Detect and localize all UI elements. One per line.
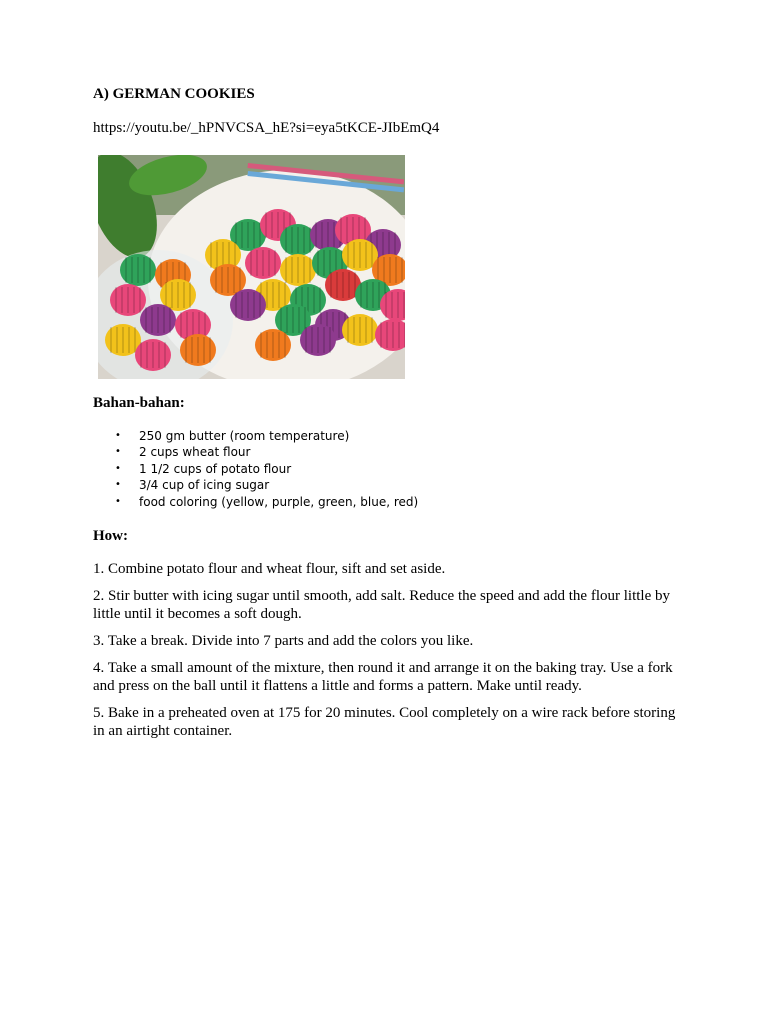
list-item	[93, 444, 418, 460]
steps-list	[93, 560, 683, 749]
ingredients-heading: Bahan-bahan:	[93, 395, 185, 411]
bullet-icon: •	[115, 479, 121, 491]
bullet-icon: •	[115, 495, 121, 507]
list-item	[93, 494, 418, 510]
ingredient-text: 3/4 cup of icing sugar	[139, 478, 270, 493]
bullet-icon: •	[115, 462, 121, 474]
list-item	[93, 477, 418, 493]
cookies-photo-graphic	[98, 155, 405, 379]
step-paragraph: 4. Take a small amount of the mixture, then round it and arrange it on the baking tray. Use a fork and press on the ball until it flattens a little and forms a pattern. Make until ready.	[93, 660, 673, 694]
step-paragraph: 5. Bake in a preheated oven at 175 for 20 minutes. Cool completely on a wire rack before storing in an airtight container.	[93, 705, 676, 739]
video-link[interactable]: https://youtu.be/_hPNVCSA_hE?si=eya5tKCE-JIbEmQ4	[93, 120, 440, 136]
ingredients-list	[93, 428, 418, 510]
ingredient-text: food coloring (yellow, purple, green, blue, red)	[139, 494, 419, 509]
step-paragraph: 2. Stir butter with icing sugar until smooth, add salt. Reduce the speed and add the flour little by little until it becomes a soft dough.	[93, 588, 670, 622]
ingredient-text: 2 cups wheat flour	[139, 445, 251, 460]
ingredient-text: 250 gm butter (room temperature)	[139, 429, 350, 443]
list-item	[93, 428, 418, 444]
bullet-icon: •	[115, 446, 121, 458]
bullet-icon: •	[115, 430, 121, 441]
step-paragraph: 3. Take a break. Divide into 7 parts and add the colors you like.	[93, 633, 474, 649]
list-item	[93, 461, 418, 477]
cookies-photo	[98, 155, 405, 379]
recipe-title: A) GERMAN COOKIES	[93, 86, 255, 102]
step-paragraph: 1. Combine potato flour and wheat flour, sift and set aside.	[93, 561, 446, 577]
how-heading: How:	[93, 528, 128, 544]
ingredient-text: 1 1/2 cups of potato flour	[139, 461, 292, 476]
